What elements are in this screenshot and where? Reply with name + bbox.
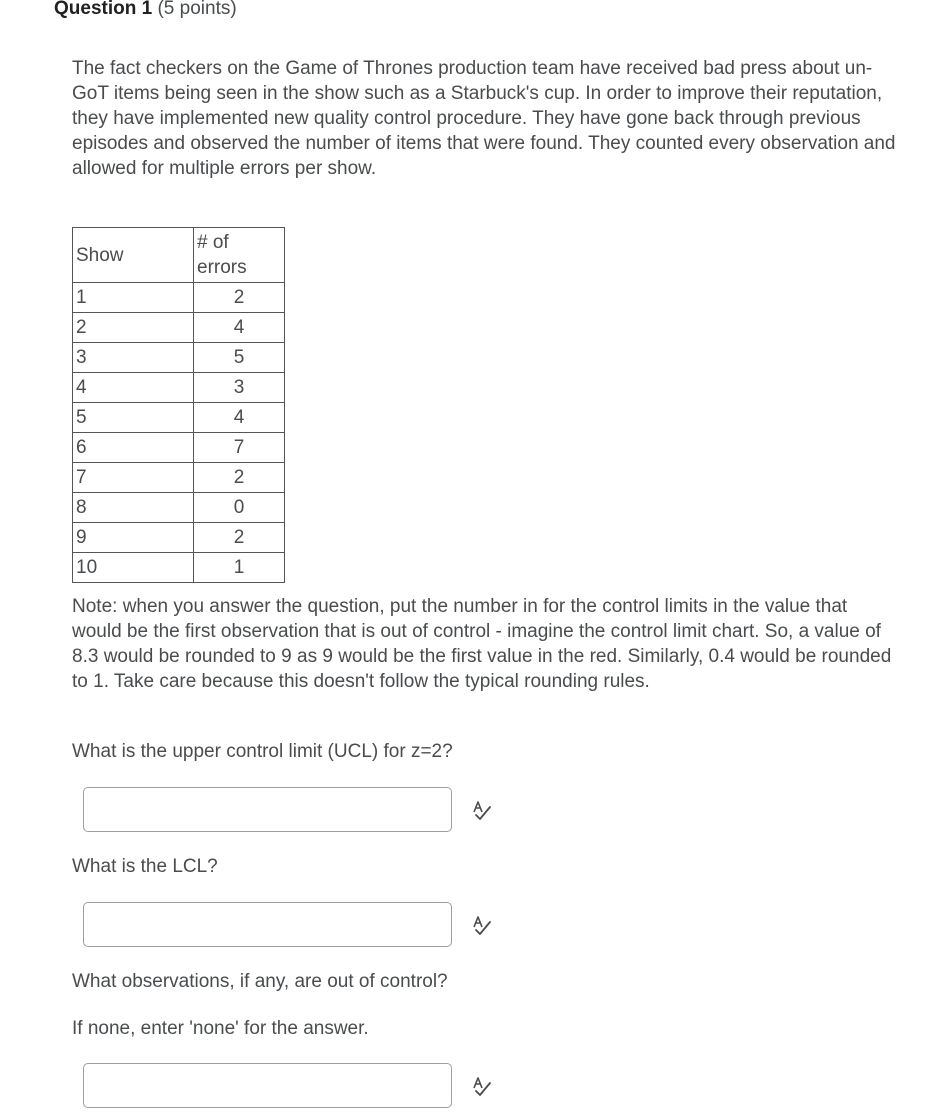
observations-question: What observations, if any, are out of control? [72,971,448,992]
table-cell-show: 4 [73,373,194,403]
table-row [73,283,285,313]
table-cell-errors: 2 [194,523,285,553]
table-cell-errors: 0 [194,493,285,523]
table-cell-errors: 4 [194,403,285,433]
table-cell-show: 1 [73,283,194,313]
question-points: (5 points) [157,0,237,19]
table-row [73,433,285,463]
table-cell-show: 3 [73,343,194,373]
table-cell-show: 2 [73,313,194,343]
question-title: Question 1 [54,0,153,19]
table-cell-show: 5 [73,403,194,433]
table-cell-errors: 4 [194,313,285,343]
spellcheck-icon[interactable] [470,799,494,823]
table-cell-errors: 7 [194,433,285,463]
table-row [73,403,285,433]
table-row [73,493,285,523]
table-cell-show: 8 [73,493,194,523]
table-header-row [73,228,285,283]
rounding-note: Note: when you answer the question, put the number in for the control limits in the value that would be the first observation that is out of control - imagine the control limit chart. So, a value of 8.3 would be rounded to 9 as 9 would be the first value in the red. Similarly, 0.4 would be rounded to 1. Take care because this doesn't follow the typical rounding rules. [72,596,892,692]
table-cell-errors: 1 [194,553,285,583]
table-cell-errors: 3 [194,373,285,403]
table-cell-errors: 2 [194,463,285,493]
table-cell-show: 10 [73,553,194,583]
observations-answer-input[interactable] [83,1063,452,1108]
table-cell-errors: 2 [194,283,285,313]
spellcheck-icon[interactable] [470,1075,494,1099]
table-row [73,523,285,553]
table-cell-errors: 5 [194,343,285,373]
table-header-show: Show [73,228,194,283]
table-cell-show: 6 [73,433,194,463]
table-row [73,313,285,343]
table-cell-show: 9 [73,523,194,553]
table-row [73,343,285,373]
table-header-errors: # of errors [194,228,285,283]
table-cell-show: 7 [73,463,194,493]
spellcheck-icon[interactable] [470,914,494,938]
ucl-answer-input[interactable] [83,787,452,832]
table-row [73,463,285,493]
errors-table [72,227,285,583]
table-row [73,373,285,403]
question-intro: The fact checkers on the Game of Thrones production team have received bad press about un-GoT items being seen in the show such as a Starbuck's cup. In order to improve their reputation, they have implemented new quality control procedure. They have gone back through previous episodes and observed the number of items that were found. They counted every observation and allowed for multiple errors per show. [72,58,896,179]
none-instruction: If none, enter 'none' for the answer. [72,1018,369,1039]
table-row [73,553,285,583]
question-header [54,0,237,20]
ucl-question: What is the upper control limit (UCL) for z=2? [72,741,453,762]
lcl-question: What is the LCL? [72,856,218,877]
lcl-answer-input[interactable] [83,902,452,947]
